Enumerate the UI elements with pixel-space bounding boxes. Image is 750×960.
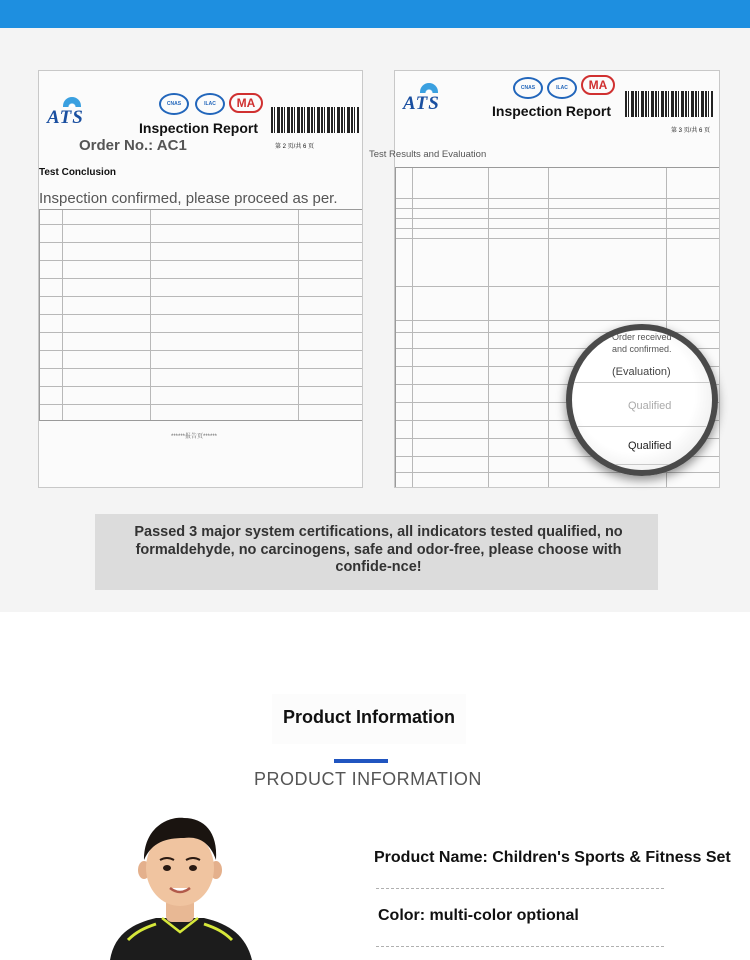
certification-banner: [95, 514, 658, 590]
ats-logo-icon: [420, 83, 438, 93]
magnifier-lens: [566, 324, 718, 476]
top-blue-bar: [0, 0, 750, 28]
ma-cert-icon: MA: [229, 93, 263, 113]
barcode-right: [625, 91, 713, 117]
certification-banner-text: Passed 3 major system certifications, all indicators tested qualified, no formaldehyde, no carcinogens, safe and odor-free, please choose with confide-nce!: [134, 524, 623, 575]
divider-dashed: [376, 946, 664, 947]
cnas-cert-icon: CNAS: [159, 93, 189, 115]
ma-cert-icon: MA: [581, 75, 615, 95]
section-accent-bar: [334, 759, 388, 763]
qualified-value-2: Qualified: [628, 440, 672, 452]
inspection-report-title-right: Inspection Report: [492, 103, 612, 119]
inspection-conclusion-text: Inspection confirmed, please proceed as per.: [39, 190, 338, 207]
product-color-line: Color: multi-color optional: [378, 907, 579, 924]
order-number: Order No.: AC1: [79, 137, 187, 154]
inspection-report-title-left: Inspection Report: [139, 120, 259, 136]
divider-dashed: [376, 888, 664, 889]
results-table-left: [39, 209, 363, 421]
ats-brand: ATS: [403, 93, 440, 114]
child-model-image: [100, 812, 260, 960]
ilac-cert-icon: ILAC: [547, 77, 577, 99]
qualified-value-1: Qualified: [628, 400, 672, 412]
product-name-line: Product Name: Children's Sports & Fitness Set: [374, 849, 731, 866]
test-results-heading: Test Results and Evaluation: [369, 149, 487, 160]
page-number-right: 第 3 页/共 6 页: [671, 128, 711, 134]
ilac-cert-icon: ILAC: [195, 93, 225, 115]
cnas-cert-icon: CNAS: [513, 77, 543, 99]
test-conclusion-heading: Test Conclusion: [39, 167, 117, 178]
ats-logo-icon: [63, 97, 81, 107]
page-number-left: 第 2 页/共 6 页: [275, 144, 315, 150]
report-footer-left: ******报告页******: [171, 434, 218, 440]
barcode-left: [271, 107, 359, 133]
ats-brand: ATS: [47, 107, 84, 128]
product-information-subtitle: PRODUCT INFORMATION: [254, 769, 482, 789]
evaluation-label: (Evaluation): [612, 366, 671, 378]
order-confirmed-note: Order received and confirmed.: [612, 332, 672, 354]
product-information-title: Product Information: [272, 694, 466, 744]
